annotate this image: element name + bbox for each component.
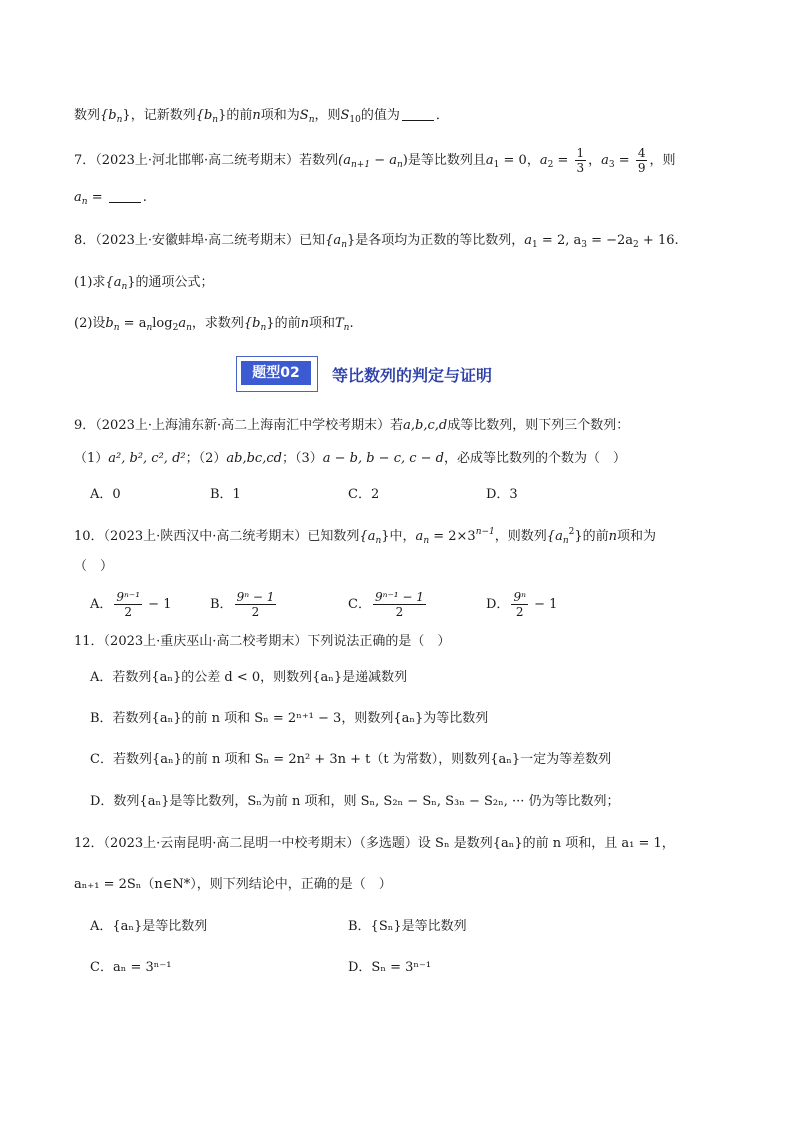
- question-source: （2023上·安徽蚌埠·高二统考期末）: [95, 233, 300, 248]
- question-10-option-b[interactable]: B． $\frac{\text{9ⁿ − 1}}{2}$: [210, 590, 275, 619]
- text: 的前: [582, 529, 609, 544]
- question-number: 8．: [74, 233, 96, 248]
- question-8-part-2: (2)设$b_n = a_n\log_2a_n$，求数列$\{b_n\}$的前n项和$T_n$.: [74, 316, 354, 333]
- answer-blank: [402, 106, 434, 121]
- text: 是各项均为正数的等比数列，: [355, 233, 525, 248]
- math: a: [74, 190, 82, 205]
- math: a: [601, 153, 609, 168]
- text: 的通项公式；: [135, 275, 214, 290]
- math: 10: [349, 115, 361, 125]
- text: ，必成等比数列的个数为（ ）: [444, 451, 627, 466]
- math: T: [334, 316, 344, 331]
- text: 若: [390, 418, 404, 433]
- text: 的前: [274, 316, 301, 331]
- text: ；（2）: [185, 451, 227, 466]
- text: ；（3）: [281, 451, 323, 466]
- math: log: [152, 316, 173, 331]
- math: = a: [119, 316, 147, 331]
- question-9: [74, 416, 629, 436]
- text: (2)设: [74, 316, 106, 331]
- text: ，则: [649, 153, 676, 168]
- text: ．: [435, 108, 449, 123]
- math: = −2a: [586, 233, 634, 248]
- question-source: （2023上·陕西汉中·高二统考期末）: [103, 529, 308, 544]
- question-9-option-d[interactable]: D．3: [486, 487, 518, 502]
- fraction: $\frac{4}{9}$: [637, 146, 646, 175]
- text: 已知数列: [307, 529, 360, 544]
- math: + 16: [638, 233, 675, 248]
- question-8-part-1: (1)求$\{a_n\}$的通项公式；: [74, 275, 214, 292]
- text: 项和为: [617, 529, 657, 544]
- math: =: [87, 190, 107, 205]
- question-source: （2023上·云南昆明·高二昆明一中校考期末）: [103, 836, 360, 851]
- math: (a: [338, 153, 351, 168]
- question-11: [74, 632, 450, 652]
- question-11-option-a[interactable]: A．若数列{aₙ}的公差 d < 0，则数列{aₙ}是递减数列: [90, 670, 408, 685]
- section-badge: [236, 356, 318, 392]
- fraction: $\frac{1}{3}$: [576, 146, 585, 175]
- text: ，记新数列: [130, 108, 196, 123]
- math: a: [539, 153, 548, 168]
- question-number: 11．: [74, 634, 104, 649]
- question-11-option-c[interactable]: C．若数列{aₙ}的前 n 项和 Sₙ = 2n² + 3n + t（t 为常数），则数列{aₙ}一定为等差数列: [90, 752, 612, 767]
- math: S: [340, 108, 350, 123]
- question-10-option-d[interactable]: D． $\frac{\text{9ⁿ}}{2}$ − 1: [486, 590, 558, 619]
- text: （1）: [74, 451, 109, 466]
- text: ，则数列: [494, 529, 547, 544]
- question-7: 7．（2023上·河北邯郸·高二统考期末）若数列$(a_{n+1} - a_n)$是等比数列且$a_1 = 0$，$a_2$ = $\frac{1}{3}$ ，$a_3$ = $\frac{4}{9}$ ，则: [74, 146, 676, 175]
- question-10-paren: （ ）: [74, 559, 114, 574]
- question-12-option-b[interactable]: B．{Sₙ}是等比数列: [348, 919, 467, 934]
- question-number: 12．: [74, 836, 104, 851]
- math: a: [485, 153, 494, 168]
- question-source: （2023上·上海浦东新·高二上海南汇中学校考期末）: [95, 418, 391, 433]
- question-12-option-a[interactable]: A．{aₙ}是等比数列: [90, 919, 208, 934]
- question-9-option-a[interactable]: A．0: [90, 487, 121, 502]
- section-badge-label: 题型02: [241, 361, 311, 385]
- math: S: [299, 108, 309, 123]
- section-banner: [236, 356, 492, 392]
- question-source: （2023上·重庆巫山·高二校考期末）: [103, 634, 308, 649]
- text: 下列说法正确的是（ ）: [307, 634, 451, 649]
- math: a,b,c,d: [403, 418, 448, 433]
- math: a − b, b − c, c − d: [322, 451, 444, 466]
- question-12: [74, 834, 675, 854]
- text: 中，: [389, 529, 416, 544]
- question-10-option-a[interactable]: A． $\frac{\text{9ⁿ⁻¹}}{2}$ − 1: [90, 590, 172, 619]
- question-9-option-c[interactable]: C．2: [348, 487, 380, 502]
- math: {b: [100, 108, 117, 123]
- section-title: 等比数列的判定与证明: [332, 365, 493, 385]
- answer-blank: [109, 188, 141, 203]
- text: 是等比数列且: [407, 153, 486, 168]
- question-10: 10．（2023上·陕西汉中·高二统考期末）已知数列$\{a_n\}$中，$a_n = 2\times 3^{n-1}$，则数列$\{a_n^2\}$的前n项和为: [74, 527, 657, 546]
- question-9-line-2: [74, 449, 626, 469]
- text: ，求数列: [191, 316, 244, 331]
- text: 的前: [226, 108, 253, 123]
- math: n: [252, 108, 261, 123]
- question-number: 10．: [74, 529, 104, 544]
- math: =: [614, 153, 634, 168]
- math: }: [122, 108, 131, 123]
- text: 项和为: [260, 108, 300, 123]
- question-11-option-b[interactable]: B．若数列{aₙ}的前 n 项和 Sₙ = 2ⁿ⁺¹ − 3，则数列{aₙ}为等比数列: [90, 711, 489, 726]
- question-12-option-d[interactable]: D．Sₙ = 3ⁿ⁻¹: [348, 960, 432, 975]
- math: a², b², c², d²: [108, 451, 186, 466]
- question-6-tail: 数列$\{b_n\}$，记新数列$\{b_n\}$的前n项和为$S_n$，则$S_{10}$的值为 ．: [74, 108, 449, 125]
- math: = 2×3: [429, 529, 476, 544]
- question-number: 7．: [74, 153, 96, 168]
- question-7-answer-line: $a_n$ = .: [74, 190, 147, 207]
- text: 已知: [299, 233, 326, 248]
- math: =: [553, 153, 573, 168]
- text: (1)求: [74, 275, 106, 290]
- math: {b: [195, 108, 213, 123]
- question-12-line-2: aₙ₊₁ = 2Sₙ（n∈N*），则下列结论中，正确的是（ ）: [74, 877, 392, 892]
- text: 数列: [74, 108, 101, 123]
- text: 若数列: [299, 153, 339, 168]
- math: = 0: [499, 153, 527, 168]
- question-12-option-c[interactable]: C．aₙ = 3ⁿ⁻¹: [90, 960, 172, 975]
- text: 成等比数列，则下列三个数列：: [447, 418, 630, 433]
- question-9-option-b[interactable]: B．1: [210, 487, 241, 502]
- question-type: （多选题）: [359, 836, 418, 851]
- math: }: [218, 108, 227, 123]
- math: = 2, a: [537, 233, 582, 248]
- math: − a: [370, 153, 397, 168]
- question-number: 9．: [74, 418, 96, 433]
- question-source: （2023上·河北邯郸·高二统考期末）: [95, 153, 300, 168]
- text: 项和: [308, 316, 335, 331]
- question-11-option-d[interactable]: D．数列{aₙ}是等比数列，Sₙ为前 n 项和，则 Sₙ, S₂ₙ − Sₙ, S₃ₙ − S₂ₙ, ··· 仍为等比数列；: [90, 794, 620, 809]
- text: ，则: [314, 108, 341, 123]
- text: 设 Sₙ 是数列{aₙ}的前 n 项和，且 a₁ = 1，: [417, 836, 675, 851]
- text: 的值为: [360, 108, 400, 123]
- math: ab,bc,cd: [226, 451, 282, 466]
- question-10-option-c[interactable]: C． $\frac{\text{9ⁿ⁻¹ − 1}}{2}$: [348, 590, 424, 619]
- question-8: 8．（2023上·安徽蚌埠·高二统考期末）已知$\{a_n\}$是各项均为正数的等比数列，$a_1 = 2$, $a_3 = -2a_2 + 16$.: [74, 233, 679, 250]
